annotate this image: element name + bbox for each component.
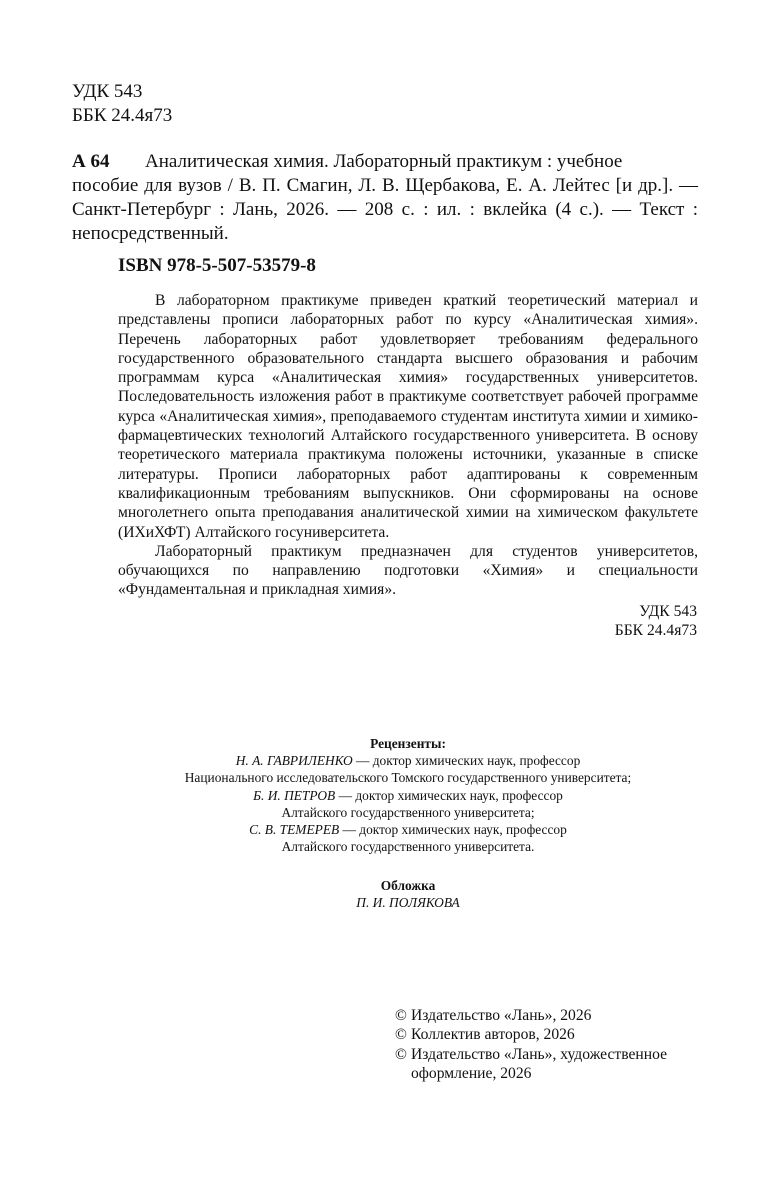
footer-bbk-code: ББК 24.4я73 xyxy=(614,622,697,640)
bibliographic-entry xyxy=(72,150,698,246)
cover-designer-name: П. И. ПОЛЯКОВА xyxy=(356,895,460,911)
annotation-paragraph-1: В лабораторном практикуме приведен краткий теоретический материал и представлены прописи лабораторных работ по курсу «Аналитическая химия». Перечень лабораторных работ удовлетворяет требованиям федерального государственного образовательного стандарта высшего образования и рабочим программам курса «Аналитическая химия» государственных университетов. Последовательность изложения работ в практикуме соответствует рабочей программе курса «Аналитическая химия», преподаваемого студентам института химии и химико-фармацевтических технологий Алтайского государственного университета. В основу теоретического материала практикума положены источники, указанные в списке литературы. Прописи лабораторных работ адаптированы к современным квалификационным требованиям выпускников. Они сформированы на основе многолетнего опыта преподавания аналитической химии на химическом факультете (ИХиХФТ) Алтайского госуниверситета. xyxy=(118,292,698,541)
copyright-line-3 xyxy=(395,1045,715,1084)
copyright-icon: © xyxy=(395,1045,407,1063)
author-sign: А 64 xyxy=(72,151,110,172)
reviewer-3-role: — доктор химических наук, профессор xyxy=(339,822,567,838)
cover-title: Обложка xyxy=(380,878,436,893)
copyright-line-1 xyxy=(395,1006,715,1025)
footer-udk-code: УДК 543 xyxy=(639,603,697,620)
reviewer-2-org: Алтайского государственного университета; xyxy=(281,804,535,820)
reviewer-2-name: Б. И. ПЕТРОВ xyxy=(253,787,336,803)
reviewer-1-name: Н. А. ГАВРИЛЕНКО xyxy=(235,753,353,769)
copyright-text-1: Издательство «Лань», 2026 xyxy=(411,1007,592,1024)
copyright-text-3: Издательство «Лань», художественное оформление, 2026 xyxy=(411,1045,668,1082)
udk-code: УДК 543 xyxy=(72,81,143,102)
reviewers-title: Рецензенты: xyxy=(370,736,446,751)
reviewer-1 xyxy=(118,752,698,769)
reviewer-3-name: С. В. ТЕМЕРЕВ xyxy=(249,822,340,838)
reviewer-2-role: — доктор химических наук, профессор xyxy=(335,787,563,803)
reviewer-3-org: Алтайского государственного университета. xyxy=(281,839,535,855)
copyright-text-2: Коллектив авторов, 2026 xyxy=(411,1026,575,1044)
isbn: ISBN 978-5-507-53579-8 xyxy=(118,255,316,276)
reviewer-2 xyxy=(118,787,698,804)
copyright-block xyxy=(395,1006,715,1083)
footer-classification-codes xyxy=(615,602,697,641)
annotation xyxy=(118,291,698,600)
classification-codes xyxy=(72,80,172,128)
annotation-paragraph-2: Лабораторный практикум предназначен для студентов университетов, обучающихся по направлению подготовки «Химия» и специальности «Фундаментальная и прикладная химия». xyxy=(118,542,698,599)
reviewer-1-org: Национального исследовательского Томского государственного университета; xyxy=(184,770,632,786)
reviewers-block xyxy=(118,735,698,855)
bbk-code: ББК 24.4я73 xyxy=(72,105,173,126)
copyright-icon: © xyxy=(395,1007,407,1024)
reviewer-1-role: — доктор химических наук, профессор xyxy=(352,753,581,769)
bibliographic-description: пособие для вузов / В. П. Смагин, Л. В. Щербакова, Е. А. Лейтес [и др.]. — Санкт-Петербург : Лань, 2026. — 208 с. : ил. : вклейка (4 с.). — Текст : непосредственный. xyxy=(72,175,698,244)
bibliographic-title-line: Аналитическая химия. Лабораторный практикум : учебное xyxy=(145,151,623,172)
reviewer-3 xyxy=(118,821,698,838)
copyright-line-2 xyxy=(395,1025,715,1044)
cover-credit xyxy=(118,877,698,911)
copyright-icon: © xyxy=(395,1026,407,1044)
